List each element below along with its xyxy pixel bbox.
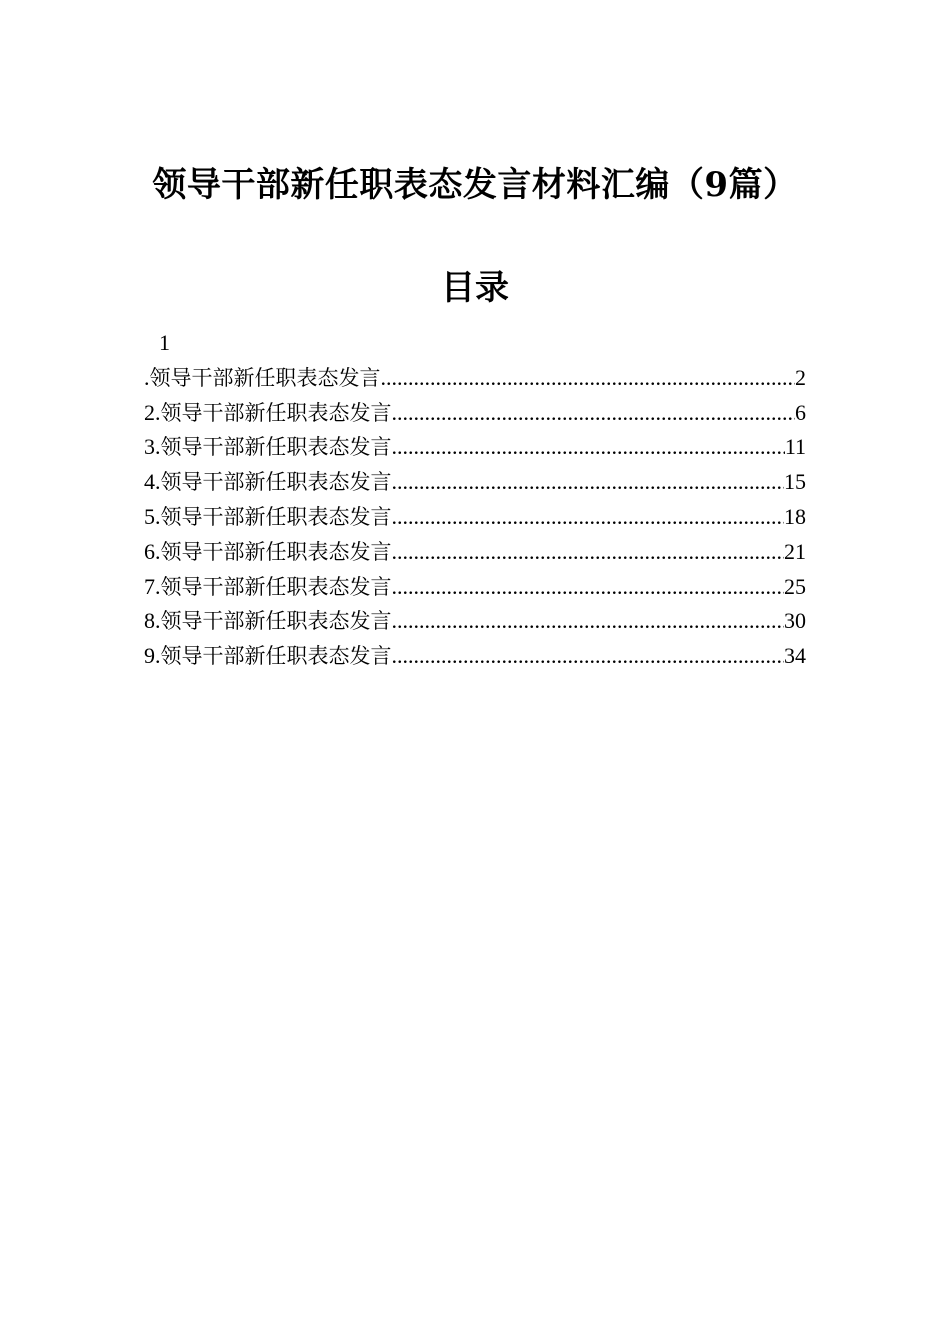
toc-entry[interactable] bbox=[144, 465, 806, 500]
toc-entry-title: 领导干部新任职表态发言 bbox=[160, 504, 392, 529]
toc-entry-prefix: 2. bbox=[144, 399, 161, 425]
toc-dot-leader bbox=[392, 396, 796, 431]
document-title: 领导干部新任职表态发言材料汇编（9篇） bbox=[152, 165, 798, 205]
toc-dot-leader bbox=[392, 570, 785, 605]
toc-dot-leader bbox=[392, 500, 785, 535]
toc-entry-prefix: 5. bbox=[144, 503, 161, 529]
toc-entry-page-number: 25 bbox=[784, 573, 806, 599]
toc-entry-title: 领导干部新任职表态发言 bbox=[160, 574, 392, 599]
toc-entry-label bbox=[144, 570, 392, 605]
toc-dot-leader bbox=[392, 604, 785, 639]
toc-entry-label bbox=[144, 361, 381, 396]
toc-entry[interactable] bbox=[144, 396, 806, 431]
toc-entry-number-wrapped: 1 bbox=[159, 330, 170, 355]
toc-entry[interactable] bbox=[144, 535, 806, 570]
toc-entry-label bbox=[144, 396, 392, 431]
toc-entry-page-number: 2 bbox=[795, 364, 806, 390]
toc-entry-prefix: 4. bbox=[144, 469, 161, 495]
toc-entry-page-number: 6 bbox=[795, 399, 806, 425]
toc-entry-title: 领导干部新任职表态发言 bbox=[149, 365, 381, 390]
toc-entry-page-number: 18 bbox=[784, 503, 806, 529]
toc-entry[interactable] bbox=[144, 361, 806, 396]
toc-entry-page-number: 30 bbox=[784, 608, 806, 634]
toc-entry-label bbox=[144, 465, 392, 500]
toc-dot-leader bbox=[392, 535, 785, 570]
toc-entry-prefix: . bbox=[144, 364, 150, 390]
toc-entry[interactable] bbox=[144, 430, 806, 465]
toc-dot-leader bbox=[392, 465, 785, 500]
toc-entry[interactable] bbox=[144, 500, 806, 535]
toc-entry[interactable] bbox=[144, 639, 806, 674]
toc-entry-page-number: 34 bbox=[784, 643, 806, 669]
table-of-contents bbox=[144, 326, 806, 674]
toc-dot-leader bbox=[392, 430, 785, 465]
toc-entry-prefix: 3. bbox=[144, 434, 161, 460]
toc-entry-label bbox=[144, 639, 392, 674]
toc-entry-label bbox=[144, 500, 392, 535]
toc-entry-prefix: 8. bbox=[144, 608, 161, 634]
toc-entry[interactable] bbox=[144, 604, 806, 639]
toc-entry-prefix: 6. bbox=[144, 538, 161, 564]
toc-entry-page-number: 15 bbox=[784, 469, 806, 495]
toc-entry-prefix: 9. bbox=[144, 643, 161, 669]
toc-entry-prefix: 7. bbox=[144, 573, 161, 599]
toc-entry-title: 领导干部新任职表态发言 bbox=[160, 470, 392, 495]
toc-entry-title: 领导干部新任职表态发言 bbox=[160, 539, 392, 564]
toc-entry-title: 领导干部新任职表态发言 bbox=[160, 400, 392, 425]
toc-dot-leader bbox=[381, 361, 796, 396]
toc-entry-label bbox=[144, 535, 392, 570]
toc-heading: 目录 bbox=[441, 268, 509, 308]
toc-dot-leader bbox=[392, 639, 785, 674]
toc-entry-page-number: 21 bbox=[784, 538, 806, 564]
toc-entry-label bbox=[144, 604, 392, 639]
toc-entry-title: 领导干部新任职表态发言 bbox=[160, 609, 392, 634]
toc-entry[interactable] bbox=[144, 570, 806, 605]
toc-entry-title: 领导干部新任职表态发言 bbox=[160, 435, 392, 460]
toc-entry-page-number: 11 bbox=[784, 434, 806, 460]
toc-entry-label bbox=[144, 430, 392, 465]
toc-entry-title: 领导干部新任职表态发言 bbox=[160, 644, 392, 669]
